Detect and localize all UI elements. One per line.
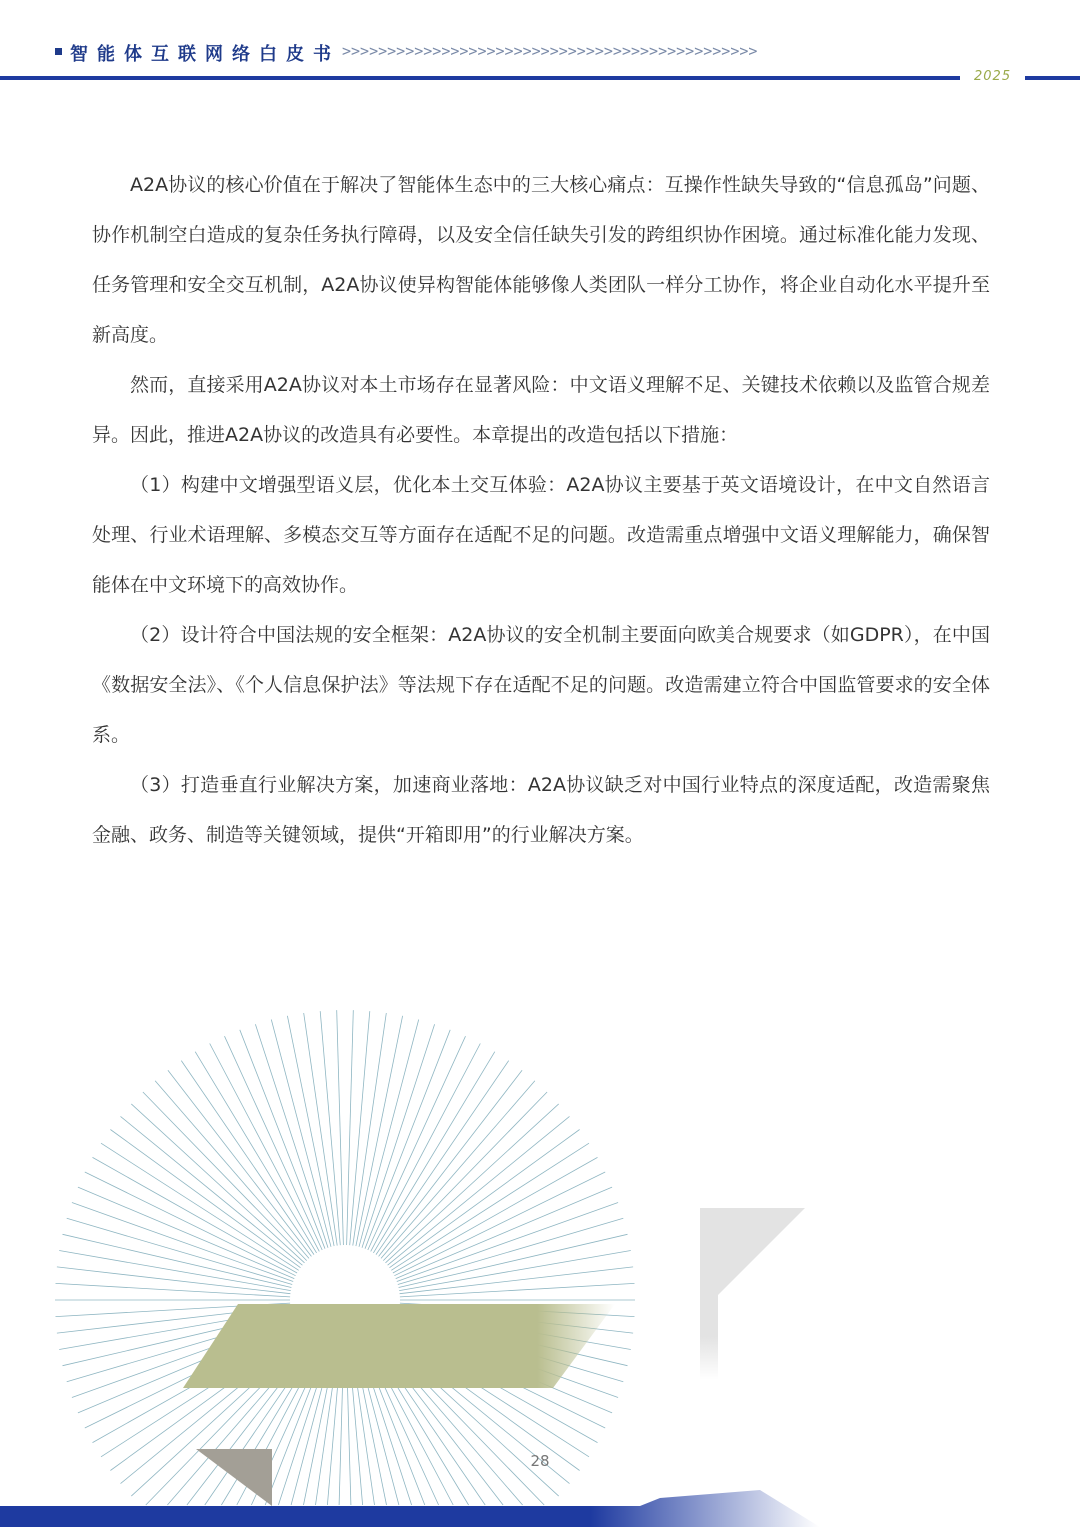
paragraph-risks: 然而，直接采用A2A协议对本土市场存在显著风险：中文语义理解不足、关键技术依赖以及监管合规差异。因此，推进A2A协议的改造具有必要性。本章提出的改造包括以下措施：	[92, 374, 990, 446]
sunburst-ray	[121, 1116, 303, 1265]
sunburst-ray	[101, 1143, 299, 1270]
header-chevron-decoration: >>>>>>>>>>>>>>>>>>>>>>>>>>>>>>>>>>>>>>>>>>>>>>	[342, 42, 758, 60]
sunburst-ray	[320, 1011, 340, 1245]
sunburst-ray	[362, 1024, 435, 1248]
sunburst-ray	[388, 1116, 570, 1265]
sunburst-ray	[337, 1010, 344, 1245]
sunburst-ray	[168, 1070, 312, 1256]
olive-parallelogram-shape	[183, 1304, 615, 1388]
page-number: 28	[530, 1452, 550, 1470]
sunburst-ray	[63, 1234, 292, 1287]
paragraph-measure-1: （1）构建中文增强型语义层，优化本土交互体验：A2A协议主要基于英文语境设计，在中文自然语言处理、行业术语理解、多模态交互等方面存在适配不足的问题。改造需重点增强中文语义理解能力，确保智能体在中文环境下的高效协作。	[92, 474, 990, 596]
sunburst-ray	[386, 1104, 559, 1263]
sunburst-ray	[353, 1013, 387, 1246]
sunburst-ray	[56, 1283, 291, 1297]
header-square-icon	[55, 48, 62, 55]
sunburst-ray	[155, 1081, 309, 1259]
paragraph-core-value: A2A协议的核心价值在于解决了智能体生态中的三大核心痛点：互操作性缺失导致的“信息孤岛”问题、协作机制空白造成的复杂任务执行障碍，以及安全信任缺失引发的跨组织协作困境。通过标准化能力发现、任务管理和安全交互机制，A2A协议使异构智能体能够像人类团队一样分工协作，将企业自动化水平提升至新高度。	[92, 174, 990, 346]
sunburst-ray	[255, 1024, 328, 1248]
sunburst-ray	[72, 1203, 293, 1282]
sunburst-ray	[397, 1203, 618, 1282]
decorative-graphics	[0, 960, 1080, 1527]
paragraph-measure-2: （2）设计符合中国法规的安全框架：A2A协议的安全机制主要面向欧美合规要求（如GDPR），在中国《数据安全法》、《个人信息保护法》等法规下存在适配不足的问题。改造需建立符合中国监管要求的安全体系。	[92, 624, 990, 746]
sunburst-ray	[131, 1104, 304, 1263]
sunburst-lines	[55, 1010, 635, 1505]
sunburst-ray	[350, 1011, 370, 1245]
sunburst-ray	[78, 1187, 294, 1279]
sunburst-ray	[371, 1044, 481, 1252]
sunburst-ray	[347, 1010, 354, 1245]
sunburst-ray	[304, 1013, 338, 1246]
sunburst-ray	[181, 1061, 314, 1255]
sunburst-ray	[195, 1052, 316, 1253]
page-header	[0, 0, 1080, 100]
header-rule-right	[1025, 76, 1080, 80]
sunburst-ray	[400, 1267, 633, 1294]
sunburst-ray	[396, 1187, 612, 1279]
sunburst-ray	[391, 1143, 589, 1270]
gray-triangle-shape	[700, 1208, 805, 1380]
sunburst-ray	[383, 1092, 547, 1261]
sunburst-ray	[210, 1044, 320, 1252]
sunburst-ray	[368, 1036, 466, 1250]
sunburst-ray	[57, 1267, 291, 1294]
paragraph-measure-3: （3）打造垂直行业解决方案，加速商业落地：A2A协议缺乏对中国行业特点的深度适配，改造需聚焦金融、政务、制造等关键领域，提供“开箱即用”的行业解决方案。	[92, 774, 990, 846]
sunburst-ray	[143, 1092, 307, 1261]
sunburst-ray	[373, 1052, 494, 1253]
sunburst-ray	[381, 1081, 535, 1259]
sunburst-ray	[399, 1234, 628, 1287]
body-text	[92, 160, 990, 860]
sunburst-ray	[225, 1036, 323, 1250]
header-year: 2025	[974, 69, 1012, 84]
sunburst-ray	[376, 1061, 509, 1255]
navy-footer-bar	[0, 1490, 820, 1527]
sunburst-ray	[379, 1070, 522, 1256]
header-rule-left	[0, 76, 960, 80]
dark-triangle-shape	[196, 1449, 272, 1506]
sunburst-ray	[400, 1283, 635, 1297]
document-title: 智能体互联网络白皮书	[70, 44, 340, 65]
